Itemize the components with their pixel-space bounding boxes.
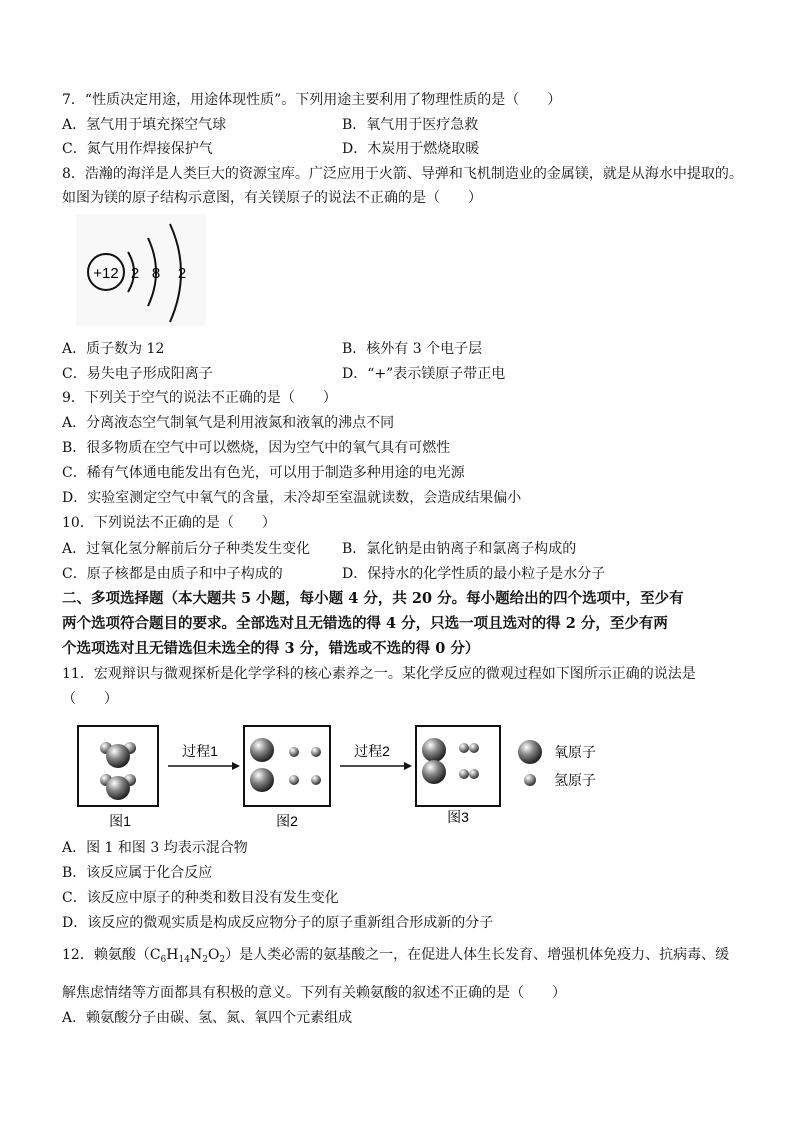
- q7-option-c: C．氮气用作焊接保护气: [62, 141, 213, 157]
- q7-option-b: B．氧气用于医疗急救: [342, 117, 479, 133]
- fig3-label: 图3: [447, 809, 469, 825]
- q7-option-a: A．氢气用于填充探空气球: [62, 117, 227, 133]
- q10-option-c: C．原子核都是由质子和中子构成的: [62, 566, 283, 582]
- shell-3-electrons: 2: [177, 265, 187, 282]
- shell-1-electrons: 2: [130, 265, 140, 282]
- fig2-label: 图2: [276, 813, 298, 829]
- q8-stem-line2: 如图为镁的原子结构示意图，有关镁原子的说法不正确的是（ ）: [62, 190, 482, 206]
- process1-label: 过程1: [182, 743, 218, 759]
- q12-option-a: A．赖氨酸分子由碳、氢、氮、氧四个元素组成: [62, 1010, 353, 1026]
- oxygen-atom-legend-icon: [518, 740, 542, 764]
- q8-option-d: D．“+”表示镁原子带正电: [342, 366, 506, 382]
- q9-option-a: A．分离液态空气制氧气是利用液氮和液氧的沸点不同: [62, 415, 395, 431]
- hydrogen-atom-legend-icon: [524, 774, 536, 786]
- q10-option-d: D．保持水的化学性质的最小粒子是水分子: [342, 566, 606, 582]
- shell-2-electrons: 8: [151, 265, 161, 282]
- q8-option-a: A．质子数为 12: [62, 341, 165, 357]
- q11-stem-line2: （ ）: [62, 691, 118, 707]
- q12-stem-line2: 解焦虑情绪等方面都具有积极的意义。下列有关赖氨酸的叙述不正确的是（ ）: [62, 985, 566, 1001]
- q12-stem-line1: 12．赖氨酸$(C_6H_{14}N_2O_2)$是人类必需的氨基酸之一，在促进人体生长发育、增强机体免疫力、抗病毒、缓: [62, 947, 730, 965]
- magnesium-atom-diagram: [76, 214, 206, 326]
- q11-option-c: C．该反应中原子的种类和数目没有发生变化: [62, 890, 339, 906]
- legend-hydrogen-label: 氢原子: [554, 772, 596, 788]
- q9-stem: 9．下列关于空气的说法不正确的是（ ）: [62, 390, 337, 406]
- lysine-formula: $C_6H_{14}N_2O_2$: [149, 947, 226, 965]
- q7-stem: 7．“性质决定用途，用途体现性质”。下列用途主要利用了物理性质的是（ ）: [62, 92, 562, 108]
- q8-stem-line1: 8．浩瀚的海洋是人类巨大的资源宝库。广泛应用于火箭、导弹和飞机制造业的金属镁，就是从海水中提取的。: [62, 166, 743, 182]
- q9-option-c: C．稀有气体通电能发出有色光，可以用于制造多种用途的电光源: [62, 465, 465, 481]
- section2-heading-line3: 个选项选对且无错选但未选全的得 3 分，错选或不选的得 0 分）: [62, 640, 480, 657]
- q10-option-b: B．氯化钠是由钠离子和氯离子构成的: [342, 541, 577, 557]
- section2-heading-line2: 两个选项符合题目的要求。全部选对且无错选的得 4 分，只选一项且选对的得 2 分，至少有两: [62, 615, 668, 632]
- reaction-process-diagram: [72, 718, 632, 830]
- q8-option-c: C．易失电子形成阳离子: [62, 366, 213, 382]
- q11-option-d: D．该反应的微观实质是构成反应物分子的原子重新组合形成新的分子: [62, 915, 494, 931]
- nucleus-charge: +12: [93, 265, 119, 282]
- fig1-label: 图1: [109, 813, 131, 829]
- q7-option-d: D．木炭用于燃烧取暖: [342, 141, 480, 157]
- q10-option-a: A．过氧化氢分解前后分子种类发生变化: [62, 541, 311, 557]
- q9-option-d: D．实验室测定空气中氧气的含量，未冷却至室温就读数，会造成结果偏小: [62, 490, 522, 506]
- process2-label: 过程2: [354, 743, 390, 759]
- q11-option-b: B．该反应属于化合反应: [62, 865, 213, 881]
- q10-stem: 10．下列说法不正确的是（ ）: [62, 515, 276, 531]
- q8-option-b: B．核外有 3 个电子层: [342, 341, 483, 357]
- section2-heading-line1: 二、多项选择题（本大题共 5 小题，每小题 4 分，共 20 分。每小题给出的四个选项中，至少有: [62, 590, 684, 607]
- q11-option-a: A．图 1 和图 3 均表示混合物: [62, 840, 248, 856]
- q9-option-b: B．很多物质在空气中可以燃烧，因为空气中的氧气具有可燃性: [62, 440, 451, 456]
- q11-stem-line1: 11．宏观辩识与微观探析是化学学科的核心素养之一。某化学反应的微观过程如下图所示正确的说法是: [62, 666, 696, 682]
- legend-oxygen-label: 氧原子: [554, 744, 596, 760]
